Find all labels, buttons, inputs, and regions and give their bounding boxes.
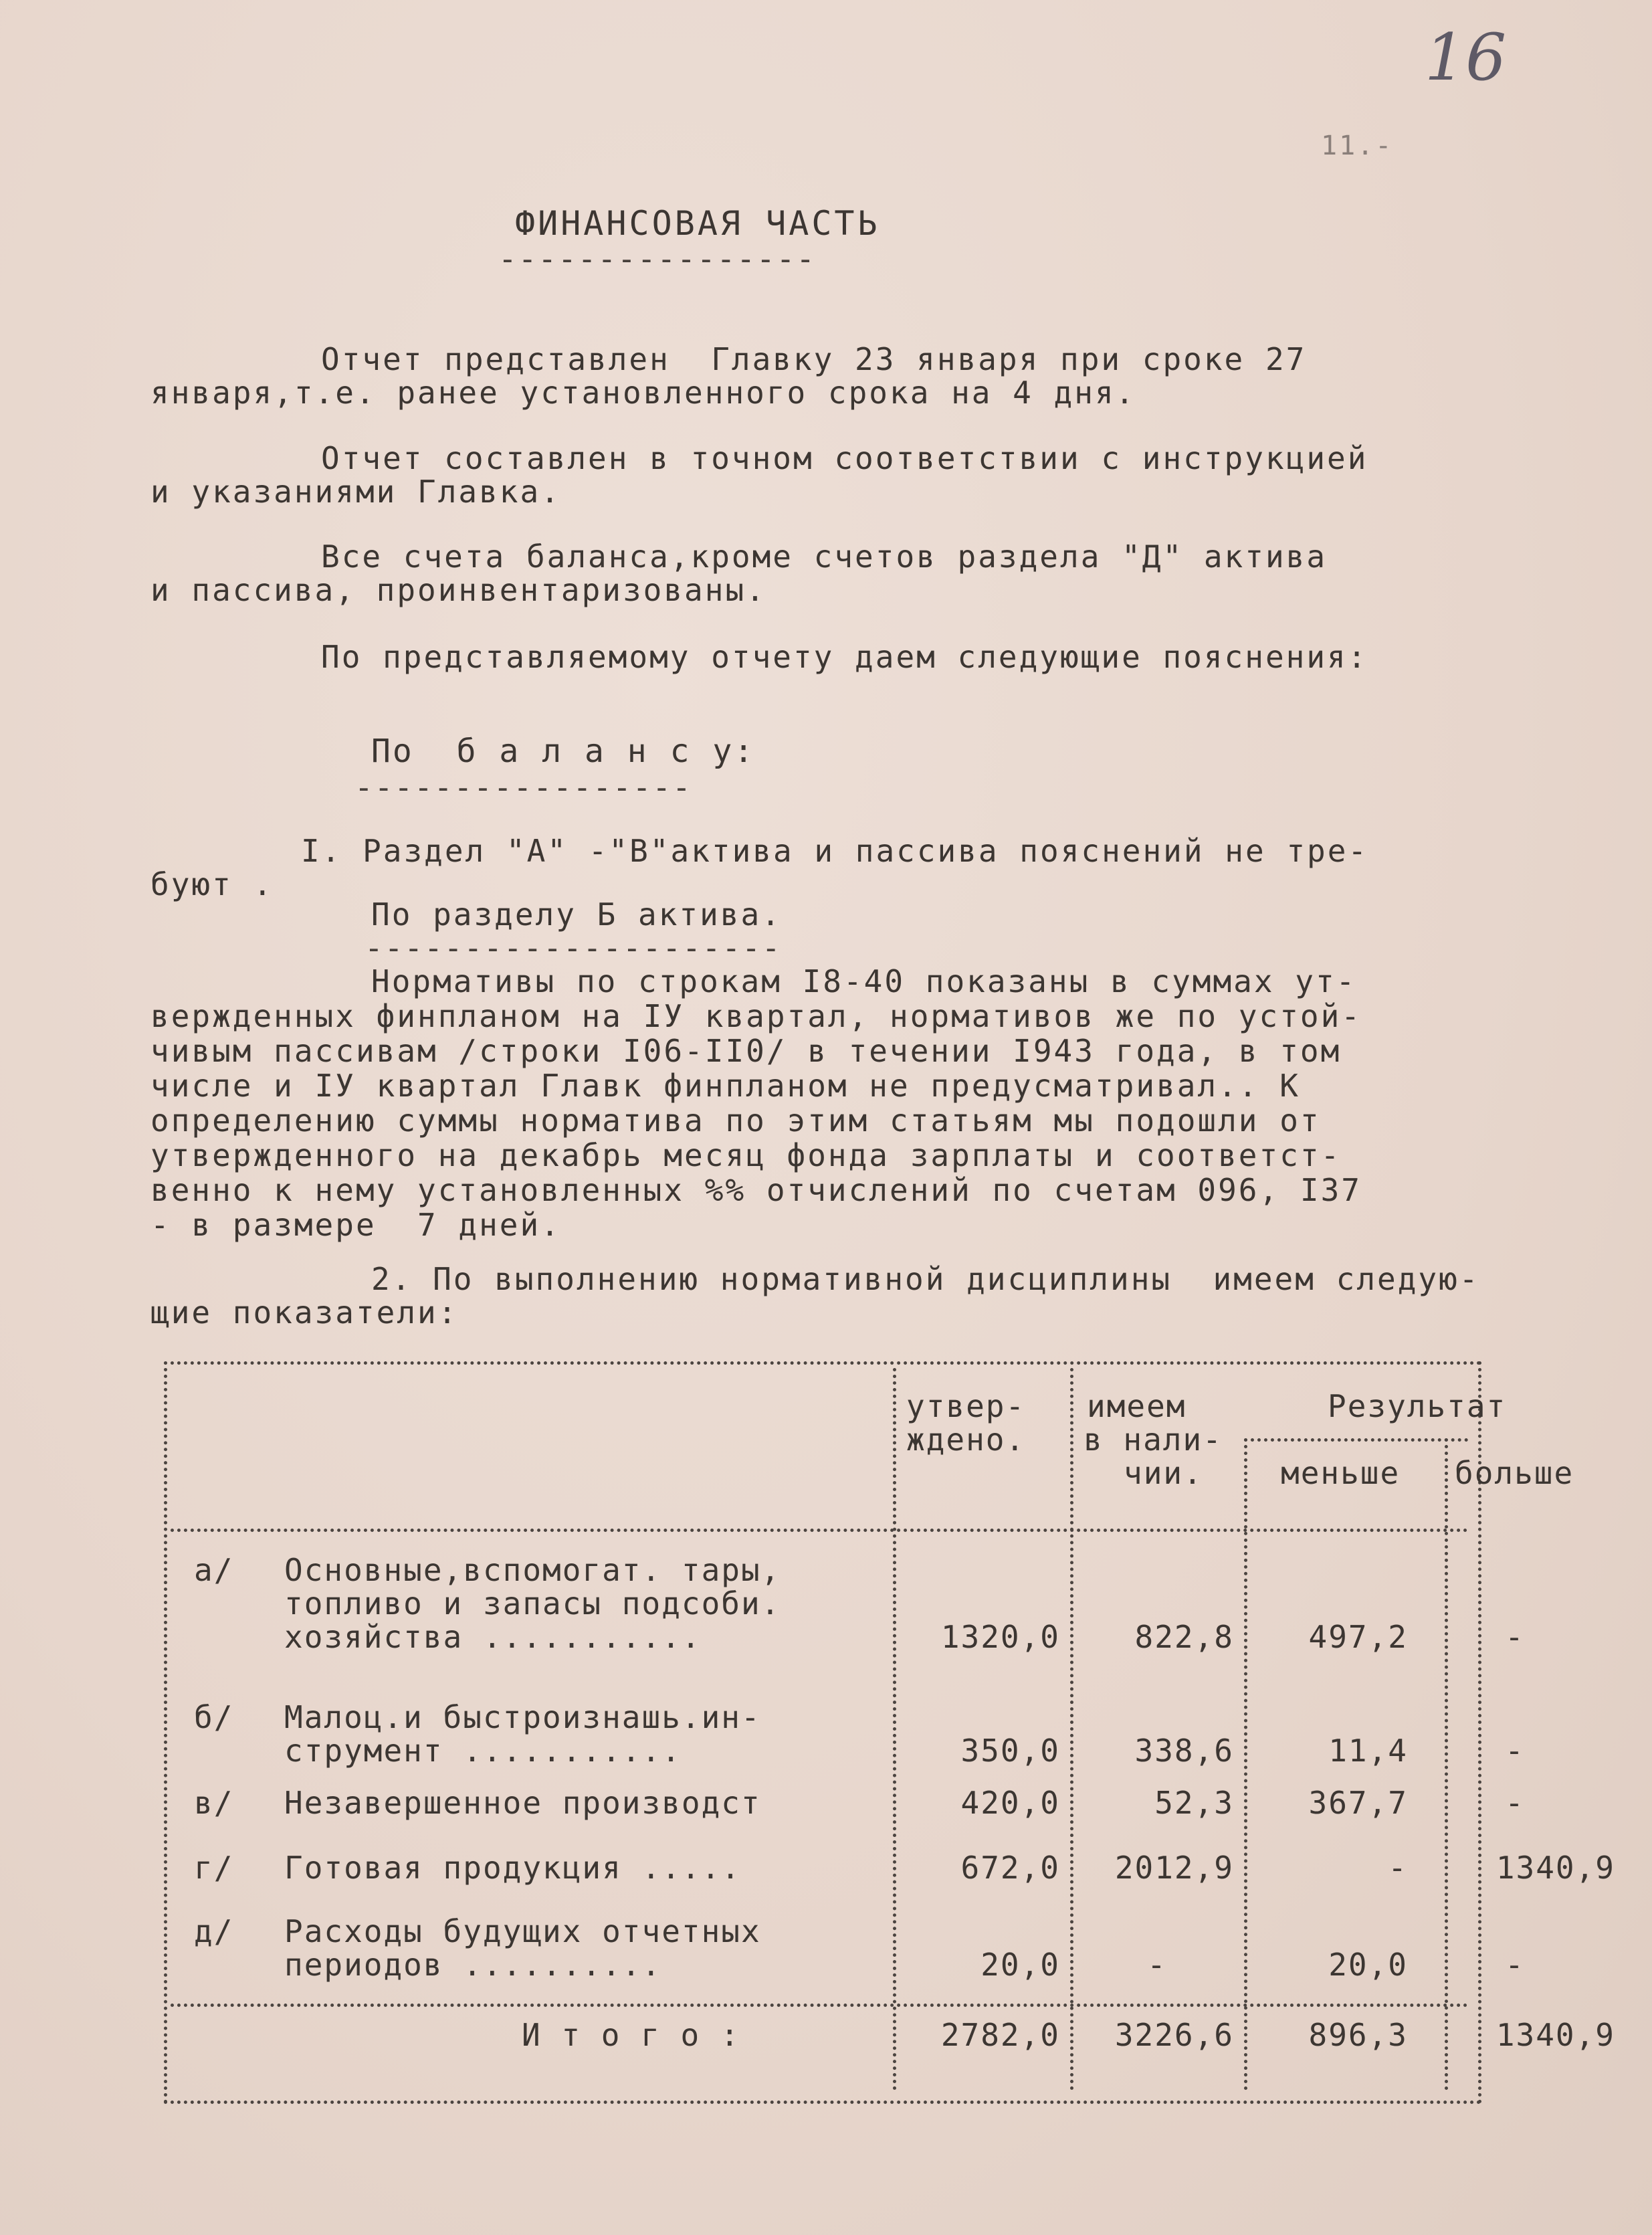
row-g-name-1: Готовая продукция ..... [284, 1850, 741, 1886]
paragraph-4-line-1: По представляемому отчету даем следующие пояснения: [321, 639, 1368, 675]
header-approved-2: ждено. [906, 1422, 1026, 1458]
row-g-approved: 672,0 [960, 1850, 1060, 1886]
normatives-line-8: - в размере 7 дней. [150, 1207, 561, 1243]
header-result: Результат [1328, 1388, 1507, 1424]
total-more: 1340,9 [1495, 2017, 1615, 2053]
row-v-more: - [1505, 1785, 1525, 1821]
normatives-line-1: Нормативы по строкам I8-40 показаны в суммах ут- [371, 963, 1357, 999]
subsection-b-heading: По разделу Б актива. [371, 896, 782, 933]
paragraph-2-line-2: и указаниями Главка. [150, 474, 561, 510]
item-2-line-2: щие показатели: [150, 1294, 459, 1331]
row-g-more: 1340,9 [1495, 1850, 1615, 1886]
row-d-name-2: периодов .......... [284, 1947, 662, 1983]
row-v-less: 367,7 [1308, 1785, 1408, 1821]
row-v-approved: 420,0 [960, 1785, 1060, 1821]
page-sub-number: 11.- [1321, 130, 1394, 161]
row-b-name-1: Малоц.и быстроизнашь.ин- [284, 1699, 761, 1735]
row-a-name-2: топливо и запасы подсоби. [284, 1585, 781, 1622]
total-have: 3226,6 [1114, 2017, 1234, 2053]
paragraph-3-line-1: Все счета баланса,кроме счетов раздела "Д" актива [321, 539, 1328, 575]
row-a-have: 822,8 [1134, 1619, 1234, 1655]
row-b-have: 338,6 [1134, 1733, 1234, 1769]
normatives-line-4: числе и IУ квартал Главк финпланом не предусматривал.. К [150, 1068, 1300, 1104]
header-less: меньше [1281, 1455, 1401, 1491]
paragraph-3-line-2: и пассива, проинвентаризованы. [150, 572, 766, 608]
row-g-less: - [1388, 1850, 1408, 1886]
normatives-line-5: определению суммы норматива по этим статьям мы подошли от [150, 1102, 1321, 1139]
header-have-3: чии. [1124, 1455, 1203, 1491]
header-more: больше [1455, 1455, 1574, 1491]
item-1-line-1: I. Раздел "А" -"В"актива и пассива пояснений не тре- [301, 833, 1369, 869]
row-a-name-3: хозяйства ........... [284, 1619, 702, 1655]
total-less: 896,3 [1308, 2017, 1408, 2053]
paragraph-2-line-1: Отчет составлен в точном соответствии с инструкцией [321, 440, 1368, 476]
row-g-have: 2012,9 [1114, 1850, 1234, 1886]
document-title: ФИНАНСОВАЯ ЧАСТЬ [515, 204, 880, 243]
normatives-line-6: утвержденного на декабрь месяц фонда зарплаты и соответст- [150, 1137, 1342, 1173]
header-have-2: в нали- [1083, 1422, 1223, 1458]
total-divider [171, 2004, 1468, 2007]
section-balance-heading: По б а л а н с у: [371, 733, 756, 770]
row-a-less: 497,2 [1308, 1619, 1408, 1655]
row-b-letter: б/ [194, 1699, 234, 1735]
row-v-name-1: Незавершенное производст [284, 1785, 761, 1821]
page-number: 16 [1425, 20, 1507, 95]
row-b-name-2: струмент ........... [284, 1733, 682, 1769]
row-b-less: 11,4 [1328, 1733, 1408, 1769]
paragraph-1-line-1: Отчет представлен Главку 23 января при сроке 27 [321, 341, 1307, 377]
normatives-line-3: чивым пассивам /строки I06-II0/ в течении I943 года, в том [150, 1033, 1342, 1069]
row-d-less: 20,0 [1328, 1947, 1408, 1983]
row-g-letter: г/ [194, 1850, 234, 1886]
row-d-letter: д/ [194, 1913, 234, 1949]
normatives-line-7: венно к нему установленных %% отчислений по счетам 096, I37 [150, 1172, 1362, 1208]
row-a-name-1: Основные,вспомогат. тары, [284, 1552, 781, 1588]
normatives-line-2: вержденных финпланом на IУ квартал, нормативов же по устой- [150, 998, 1362, 1034]
row-b-more: - [1505, 1733, 1525, 1769]
item-1-line-2: буют . [150, 866, 274, 902]
row-d-name-1: Расходы будущих отчетных [284, 1913, 761, 1949]
header-have: имеем [1087, 1388, 1186, 1424]
header-divider [171, 1529, 1468, 1532]
row-v-letter: в/ [194, 1785, 234, 1821]
title-underline: ---------------- [498, 241, 817, 277]
row-a-approved: 1320,0 [940, 1619, 1060, 1655]
row-b-approved: 350,0 [960, 1733, 1060, 1769]
result-divider [1244, 1438, 1468, 1442]
header-approved: утвер- [906, 1388, 1026, 1424]
total-approved: 2782,0 [940, 2017, 1060, 2053]
row-d-approved: 20,0 [980, 1947, 1060, 1983]
total-label: И т о г о : [522, 2017, 740, 2053]
row-v-have: 52,3 [1154, 1785, 1234, 1821]
row-a-more: - [1505, 1619, 1525, 1655]
subsection-b-underline: --------------------- [365, 930, 782, 966]
paragraph-1-line-2: января,т.е. ранее установленного срока на 4 дня. [150, 375, 1136, 411]
row-d-have: - [1147, 1947, 1167, 1983]
row-d-more: - [1505, 1947, 1525, 1983]
row-a-letter: а/ [194, 1552, 234, 1588]
item-2-line-1: 2. По выполнению нормативной дисциплины имеем следую- [371, 1261, 1480, 1297]
section-balance-underline: ----------------- [354, 769, 692, 805]
